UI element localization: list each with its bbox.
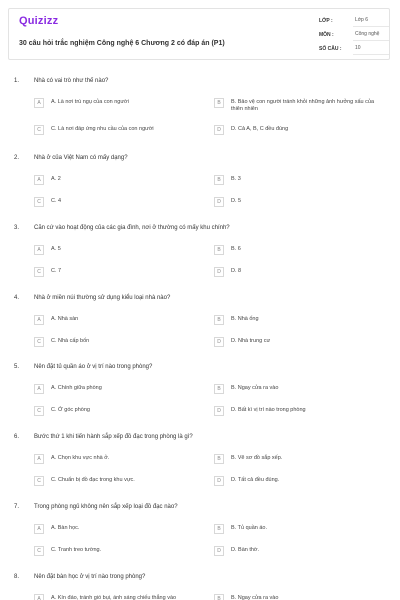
option-text: A. Bàn học.	[51, 525, 80, 531]
option-d[interactable]	[214, 546, 384, 556]
option-text: B. Vẽ sơ đồ sắp xếp.	[231, 455, 283, 461]
question-5	[14, 364, 386, 414]
option-b[interactable]	[214, 454, 384, 464]
option-letter-box: A	[34, 524, 44, 534]
option-text: C. 4	[51, 198, 62, 204]
question-number: 3.	[14, 225, 20, 231]
meta-row-count	[319, 42, 389, 56]
question-8	[14, 574, 386, 600]
question-text: Bước thứ 1 khi tiến hành sắp xếp đồ đạc trong phòng là gì?	[34, 434, 193, 440]
question-4	[14, 295, 386, 345]
option-d[interactable]	[214, 476, 384, 486]
option-letter-box: C	[34, 337, 44, 347]
option-letter-box: A	[34, 594, 44, 600]
option-letter-box: C	[34, 197, 44, 207]
option-text: C. Nhà cấp bốn	[51, 338, 90, 344]
option-a[interactable]	[34, 594, 194, 600]
option-d[interactable]	[214, 406, 384, 416]
option-text: B. Ngay cửa ra vào	[231, 595, 279, 600]
meta-value: 10	[353, 43, 389, 55]
option-d[interactable]	[214, 267, 384, 277]
option-b[interactable]	[214, 384, 384, 394]
option-c[interactable]	[34, 406, 194, 416]
option-text: B. 6	[231, 246, 241, 252]
option-letter-box: A	[34, 175, 44, 185]
quiz-meta	[319, 14, 389, 56]
meta-row-class	[319, 14, 389, 28]
option-text: A. Là nơi trú ngụ của con người	[51, 99, 129, 105]
quiz-title: 30 câu hỏi trắc nghiệm Công nghệ 6 Chương 2 có đáp án (P1)	[19, 40, 225, 47]
option-text: C. Chuẩn bị đồ đạc trong khu vực.	[51, 477, 135, 483]
option-text: A. Chính giữa phòng	[51, 385, 102, 391]
question-number: 5.	[14, 364, 20, 370]
option-c[interactable]	[34, 337, 194, 347]
option-c[interactable]	[34, 197, 194, 207]
option-letter-box: C	[34, 267, 44, 277]
option-text: B. Nhà ống	[231, 316, 259, 322]
question-text: Nhà ở của Việt Nam có mấy dạng?	[34, 155, 128, 161]
option-letter-box: D	[214, 337, 224, 347]
question-number: 4.	[14, 295, 20, 301]
option-text: A. Nhà sàn	[51, 316, 79, 322]
option-text: D. Bất kì vị trí nào trong phòng	[231, 407, 306, 413]
question-1	[14, 78, 386, 133]
option-letter-box: B	[214, 98, 224, 108]
option-letter-box: C	[34, 406, 44, 416]
option-b[interactable]	[214, 594, 384, 600]
option-letter-box: A	[34, 245, 44, 255]
option-letter-box: B	[214, 594, 224, 600]
option-letter-box: B	[214, 245, 224, 255]
worksheet-header	[8, 8, 390, 60]
option-letter-box: C	[34, 546, 44, 556]
question-text: Nên đặt bàn học ở vị trí nào trong phòng?	[34, 574, 146, 580]
option-letter-box: B	[214, 175, 224, 185]
option-a[interactable]	[34, 98, 194, 108]
option-b[interactable]	[214, 175, 384, 185]
option-letter-box: D	[214, 546, 224, 556]
option-a[interactable]	[34, 384, 194, 394]
option-letter-box: A	[34, 98, 44, 108]
option-a[interactable]	[34, 175, 194, 185]
option-letter-box: A	[34, 315, 44, 325]
option-text: B. Bảo vệ con người tránh khỏi những ảnh hưởng xấu của thiên nhiên	[231, 99, 375, 112]
option-text: C. 7	[51, 268, 62, 274]
option-c[interactable]	[34, 125, 194, 135]
meta-label: LỚP :	[319, 18, 333, 24]
option-text: C. Ở góc phòng	[51, 407, 90, 413]
option-text: A. Kín đáo, tránh gió bụi, ánh sáng chiếu thẳng vào	[51, 595, 177, 600]
question-text: Nhà có vai trò như thế nào?	[34, 78, 109, 84]
option-letter-box: A	[34, 384, 44, 394]
question-3	[14, 225, 386, 275]
question-text: Nhà ở miền núi thường sử dụng kiểu loại nhà nào?	[34, 295, 171, 301]
option-letter-box: B	[214, 454, 224, 464]
option-b[interactable]	[214, 524, 384, 534]
option-text: D. Bàn thờ.	[231, 547, 260, 553]
option-letter-box: D	[214, 267, 224, 277]
question-text: Căn cứ vào hoạt động của các gia đình, nơi ở thường có mấy khu chính?	[34, 225, 230, 231]
option-text: B. Tủ quần áo.	[231, 525, 267, 531]
option-letter-box: D	[214, 406, 224, 416]
option-letter-box: C	[34, 125, 44, 135]
option-letter-box: D	[214, 197, 224, 207]
option-text: A. 5	[51, 246, 61, 252]
question-7	[14, 504, 386, 554]
option-letter-box: C	[34, 476, 44, 486]
option-b[interactable]	[214, 98, 384, 113]
option-text: D. Nhà trung cư	[231, 338, 271, 344]
option-letter-box: B	[214, 524, 224, 534]
option-letter-box: B	[214, 384, 224, 394]
option-letter-box: D	[214, 476, 224, 486]
option-text: D. Tất cả đều đúng.	[231, 477, 280, 483]
meta-value: Lớp 6	[353, 15, 389, 27]
option-text: B. 3	[231, 176, 241, 182]
meta-row-subject	[319, 28, 389, 42]
option-a[interactable]	[34, 245, 194, 255]
meta-value: Công nghệ	[353, 29, 389, 41]
question-number: 6.	[14, 434, 20, 440]
option-c[interactable]	[34, 476, 194, 486]
question-6	[14, 434, 386, 484]
option-b[interactable]	[214, 245, 384, 255]
option-text: D. Cả A, B, C đều đúng	[231, 126, 289, 132]
option-b[interactable]	[214, 315, 384, 325]
question-2	[14, 155, 386, 205]
option-a[interactable]	[34, 315, 194, 325]
option-text: A. Chọn khu vực nhà ở.	[51, 455, 110, 461]
question-number: 7.	[14, 504, 20, 510]
meta-label: MÔN :	[319, 32, 334, 38]
option-d[interactable]	[214, 197, 384, 207]
question-text: Trong phòng ngủ không nên sắp xếp loại đồ đạc nào?	[34, 504, 178, 510]
option-a[interactable]	[34, 454, 194, 464]
option-text: A. 2	[51, 176, 61, 182]
option-c[interactable]	[34, 267, 194, 277]
option-c[interactable]	[34, 546, 194, 556]
question-number: 1.	[14, 78, 20, 84]
quizizz-logo: Quizizz	[19, 15, 59, 27]
option-text: B. Ngay cửa ra vào	[231, 385, 279, 391]
question-number: 8.	[14, 574, 20, 580]
option-d[interactable]	[214, 125, 384, 135]
option-text: C. Tranh treo tường.	[51, 547, 102, 553]
option-d[interactable]	[214, 337, 384, 347]
question-text: Nên đặt tủ quần áo ở vị trí nào trong phòng?	[34, 364, 153, 370]
option-text: D. 8	[231, 268, 242, 274]
option-letter-box: A	[34, 454, 44, 464]
meta-label: SỐ CÂU :	[319, 46, 342, 52]
option-letter-box: B	[214, 315, 224, 325]
question-number: 2.	[14, 155, 20, 161]
option-text: C. Là nơi đáp ứng nhu cầu của con người	[51, 126, 154, 132]
option-a[interactable]	[34, 524, 194, 534]
option-letter-box: D	[214, 125, 224, 135]
option-text: D. 5	[231, 198, 242, 204]
